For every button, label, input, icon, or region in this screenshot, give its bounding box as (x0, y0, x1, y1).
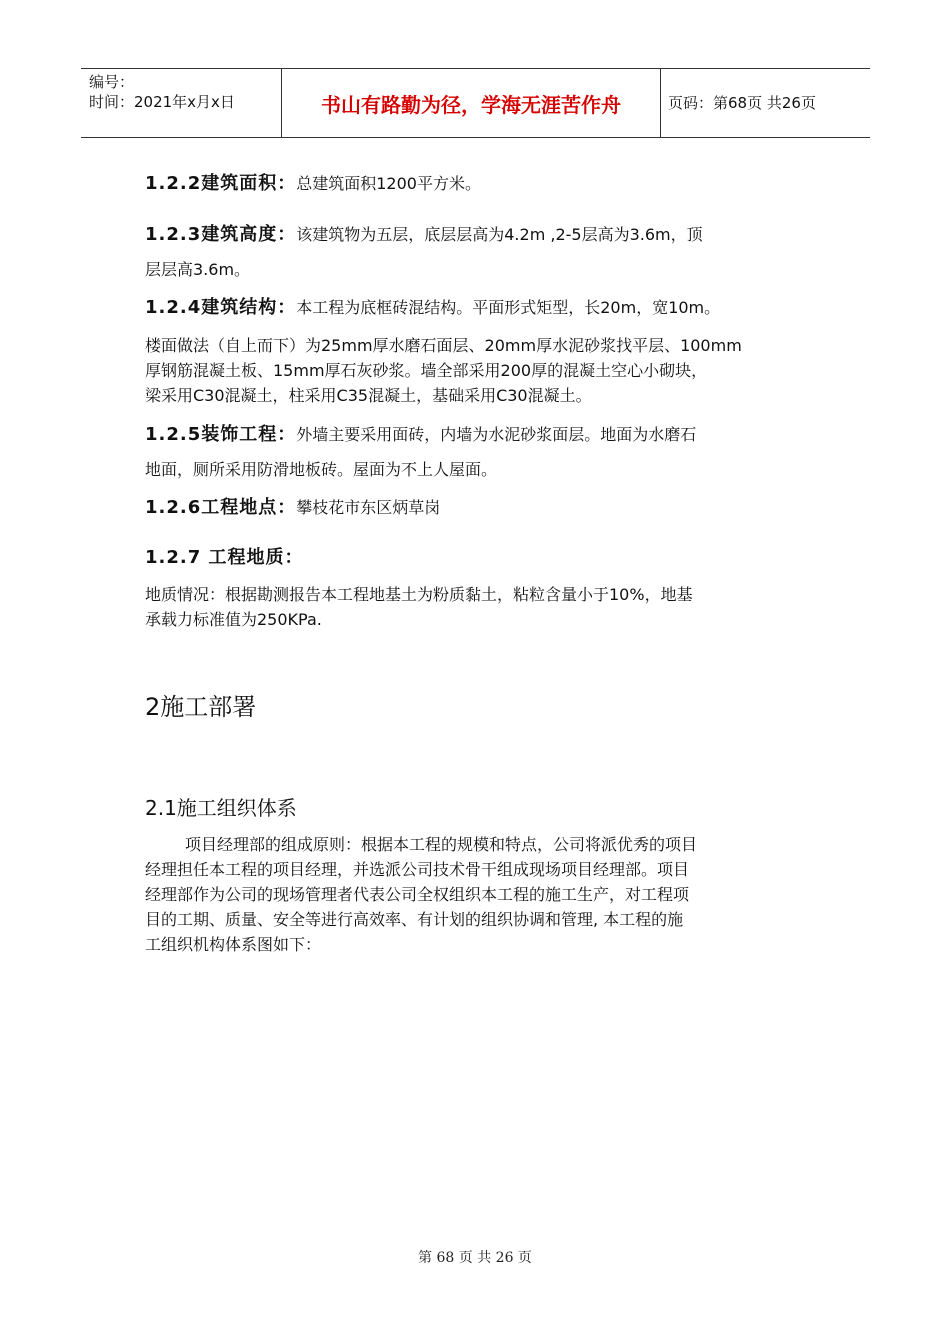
section-heading: 1.2.7 工程地质： (145, 547, 304, 568)
document-date: 时间：2021年x月x日 (89, 93, 235, 111)
section-1-2-4 (145, 298, 720, 318)
header-motto: 书山有路勤为径，学海无涯苦作舟 (321, 93, 621, 117)
section-heading: 1.2.3建筑高度： (145, 224, 297, 245)
section-text: 攀枝花市东区炳草岗 (296, 498, 441, 517)
section-1-2-2 (145, 174, 481, 194)
header-page-cell (660, 69, 870, 137)
paragraph-line: 工组织机构体系图如下： (145, 935, 322, 954)
section-heading: 1.2.2建筑面积： (145, 173, 297, 194)
paragraph-line: 地质情况：根据勘测报告本工程地基土为粉质黏土，粘粒含量小于10%，地基 (145, 585, 693, 604)
section-heading: 1.2.5装饰工程： (145, 424, 297, 445)
header-page-info: 页码：第68页 共26页 (668, 94, 816, 112)
page-footer: 第 68 页 共 26 页 (418, 1250, 532, 1266)
section-text: 本工程为底框砖混结构。平面形式矩型，长20m，宽10m。 (296, 298, 721, 317)
paragraph-line: 目的工期、质量、安全等进行高效率、有计划的组织协调和管理, 本工程的施 (145, 910, 684, 929)
document-number: 编号： (89, 73, 135, 91)
section-1-2-5 (145, 425, 696, 445)
paragraph-line: 经理部作为公司的现场管理者代表公司全权组织本工程的施工生产，对工程项 (145, 885, 690, 904)
section-heading: 1.2.6工程地点： (145, 497, 297, 518)
section-1-2-3 (145, 225, 703, 245)
section-1-2-6 (145, 498, 440, 518)
page-header (81, 68, 870, 138)
paragraph-line: 厚钢筋混凝土板、15mm厚石灰砂浆。墙全部采用200厚的混凝土空心小砌块， (145, 361, 708, 380)
section-heading: 1.2.4建筑结构： (145, 297, 297, 318)
paragraph-line: 承载力标准值为250KPa. (145, 610, 322, 629)
paragraph-line: 梁采用C30混凝土，柱采用C35混凝土，基础采用C30混凝土。 (145, 386, 592, 405)
section-text: 外墙主要采用面砖，内墙为水泥砂浆面层。地面为水磨石 (296, 425, 697, 444)
section-1-2-5-cont: 地面，厕所采用防滑地板砖。屋面为不上人屋面。 (145, 460, 498, 479)
header-motto-cell (281, 69, 661, 137)
section-text: 总建筑面积1200平方米。 (296, 174, 481, 193)
section-title: 2.1施工组织体系 (145, 796, 297, 820)
header-meta (81, 69, 281, 137)
paragraph-line: 项目经理部的组成原则：根据本工程的规模和特点，公司将派优秀的项目 (185, 835, 698, 854)
section-1-2-3-cont: 层层高3.6m。 (145, 260, 251, 279)
section-1-2-7 (145, 548, 304, 568)
paragraph-line: 楼面做法（自上而下）为25mm厚水磨石面层、20mm厚水泥砂浆找平层、100mm (145, 336, 742, 355)
chapter-title: 2施工部署 (145, 693, 257, 721)
paragraph-line: 经理担任本工程的项目经理，并选派公司技术骨干组成现场项目经理部。项目 (145, 860, 690, 879)
section-text: 该建筑物为五层，底层层高为4.2m ,2-5层高为3.6m，顶 (296, 225, 703, 244)
